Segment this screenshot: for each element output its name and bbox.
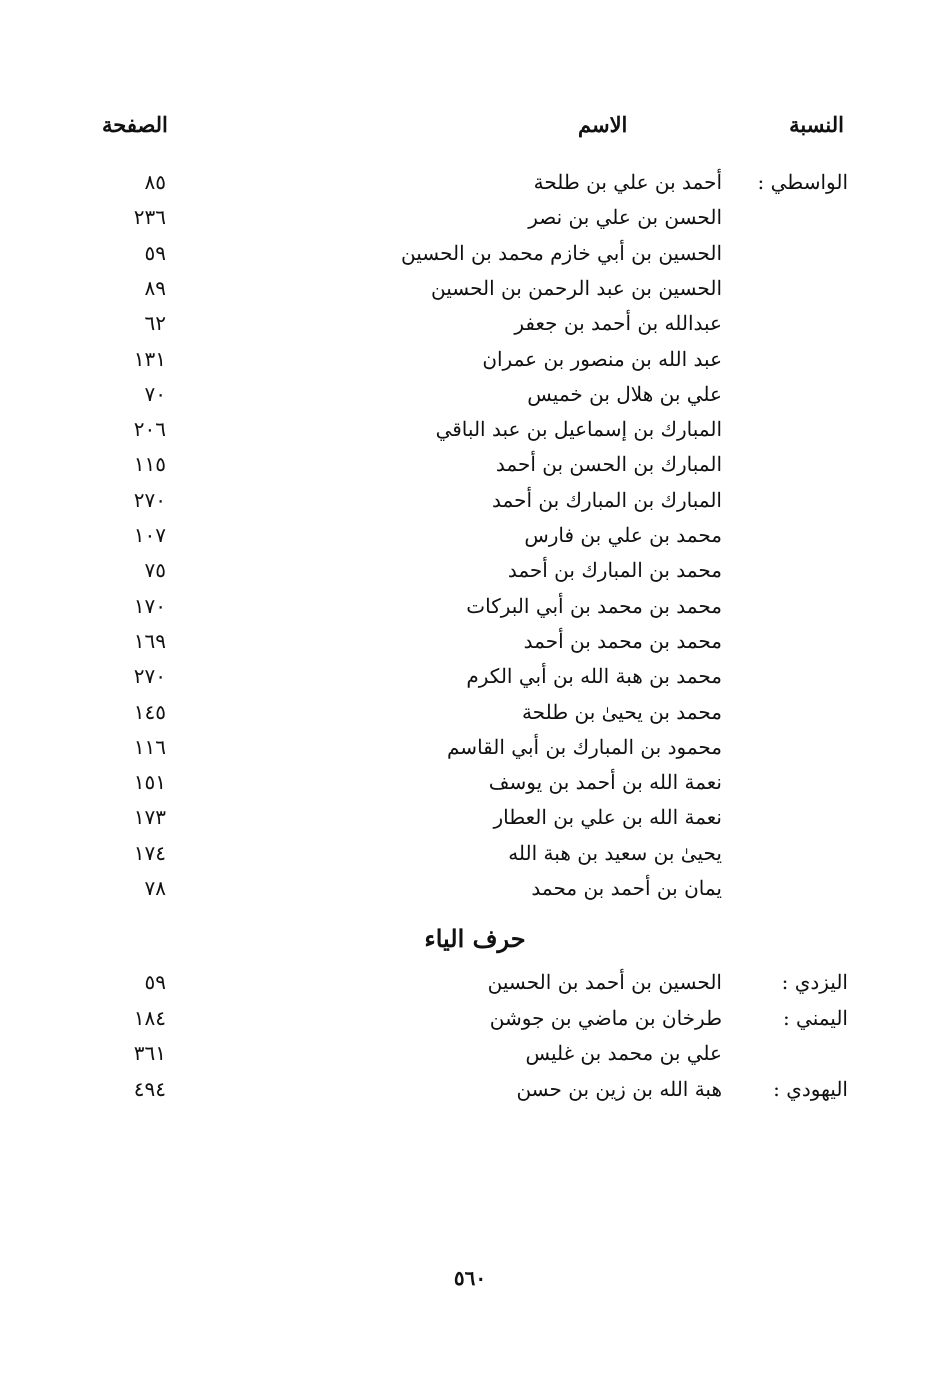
entry-name: عبد الله بن منصور بن عمران bbox=[482, 346, 722, 371]
index-row bbox=[0, 452, 940, 486]
entry-page: ١٤٥ bbox=[133, 699, 166, 724]
entry-name: محمود بن المبارك بن أبي القاسم bbox=[447, 734, 722, 759]
entry-page: ١٥١ bbox=[133, 770, 166, 795]
index-row bbox=[0, 241, 940, 275]
entry-page: ١٨٤ bbox=[133, 1005, 166, 1030]
index-row bbox=[0, 841, 940, 875]
entry-name: علي بن هلال بن خميس bbox=[527, 381, 722, 406]
index-row bbox=[0, 629, 940, 663]
entry-page: ٢٠٦ bbox=[133, 417, 166, 442]
entry-name: محمد بن محمد بن أبي البركات bbox=[466, 593, 722, 618]
index-row bbox=[0, 382, 940, 416]
entry-name: المبارك بن إسماعيل بن عبد الباقي bbox=[435, 417, 722, 442]
entry-name: المبارك بن المبارك بن أحمد bbox=[492, 487, 722, 512]
index-row bbox=[0, 1006, 940, 1040]
entry-name: محمد بن محمد بن أحمد bbox=[523, 628, 722, 653]
entry-page: ١٧٠ bbox=[133, 593, 166, 618]
entry-name: أحمد بن علي بن طلحة bbox=[533, 170, 722, 194]
entry-name: عبدالله بن أحمد بن جعفر bbox=[514, 311, 722, 336]
index-row bbox=[0, 876, 940, 910]
entry-name: يحيىٰ بن سعيد بن هبة الله bbox=[508, 840, 722, 865]
entry-page: ١٧٤ bbox=[133, 840, 166, 865]
entry-page: ٨٥ bbox=[144, 170, 166, 194]
entry-page: ٢٧٠ bbox=[133, 487, 166, 512]
entry-name: علي بن محمد بن غليس bbox=[525, 1041, 722, 1065]
entry-name: محمد بن علي بن فارس bbox=[524, 523, 722, 547]
index-row bbox=[0, 523, 940, 557]
index-row bbox=[0, 558, 940, 592]
entry-name: الحسين بن أحمد بن الحسين bbox=[487, 970, 722, 994]
entry-page: ٢٣٦ bbox=[133, 205, 166, 230]
page-number: ٥٦٠ bbox=[453, 1266, 487, 1290]
index-row bbox=[0, 347, 940, 381]
index-row bbox=[0, 170, 940, 204]
entry-name: محمد بن المبارك بن أحمد bbox=[507, 558, 722, 583]
entry-page: ٤٩٤ bbox=[133, 1076, 166, 1101]
entry-name: هبة الله بن زين بن حسن bbox=[516, 1076, 722, 1101]
column-header-page: الصفحة bbox=[102, 112, 168, 137]
entry-page: ١٠٧ bbox=[133, 523, 166, 547]
entry-page: ٧٨ bbox=[144, 876, 166, 900]
entry-name: محمد بن يحيىٰ بن طلحة bbox=[521, 699, 722, 724]
entry-page: ٣٦١ bbox=[133, 1041, 166, 1065]
index-row bbox=[0, 594, 940, 628]
entry-page: ٦٢ bbox=[144, 311, 166, 336]
index-row bbox=[0, 805, 940, 839]
index-row bbox=[0, 770, 940, 804]
entry-page: ٧٥ bbox=[144, 558, 166, 583]
entry-page: ٢٧٠ bbox=[133, 664, 166, 689]
entry-page: ١٣١ bbox=[133, 346, 166, 371]
entry-page: ٧٠ bbox=[144, 381, 166, 406]
index-row bbox=[0, 488, 940, 522]
entry-page: ١٧٣ bbox=[133, 805, 166, 830]
entry-name: نعمة الله بن أحمد بن يوسف bbox=[488, 770, 722, 795]
index-row bbox=[0, 1077, 940, 1111]
index-row bbox=[0, 735, 940, 769]
entry-name: طرخان بن ماضي بن جوشن bbox=[489, 1005, 722, 1030]
entry-page: ١١٥ bbox=[133, 452, 166, 477]
entry-nisba: اليزدي : bbox=[781, 970, 848, 994]
column-header-nisba: النسبة bbox=[789, 112, 844, 137]
entry-nisba: الواسطي : bbox=[757, 170, 848, 194]
column-header-name: الاسم bbox=[578, 112, 628, 137]
index-row bbox=[0, 970, 940, 1004]
entry-page: ٥٩ bbox=[144, 970, 166, 994]
entry-page: ١٦٩ bbox=[133, 628, 166, 653]
section-heading: حرف الياء bbox=[424, 924, 526, 953]
index-row bbox=[0, 700, 940, 734]
entry-nisba: اليمني : bbox=[782, 1005, 848, 1030]
index-row bbox=[0, 664, 940, 698]
index-row bbox=[0, 276, 940, 310]
index-row bbox=[0, 205, 940, 239]
entry-name: الحسين بن عبد الرحمن بن الحسين bbox=[431, 275, 722, 300]
entry-name: الحسين بن أبي خازم محمد بن الحسين bbox=[400, 240, 722, 265]
index-row bbox=[0, 1041, 940, 1075]
entry-page: ٥٩ bbox=[144, 240, 166, 265]
index-row bbox=[0, 311, 940, 345]
entry-nisba: اليهودي : bbox=[773, 1076, 848, 1101]
entry-page: ٨٩ bbox=[144, 275, 166, 300]
index-row bbox=[0, 417, 940, 451]
entry-name: المبارك بن الحسن بن أحمد bbox=[495, 452, 722, 477]
entry-page: ١١٦ bbox=[133, 734, 166, 759]
entry-name: يمان بن أحمد بن محمد bbox=[531, 876, 722, 900]
entry-name: نعمة الله بن علي بن العطار bbox=[493, 805, 722, 830]
entry-name: الحسن بن علي بن نصر bbox=[528, 205, 722, 230]
entry-name: محمد بن هبة الله بن أبي الكرم bbox=[466, 664, 722, 689]
